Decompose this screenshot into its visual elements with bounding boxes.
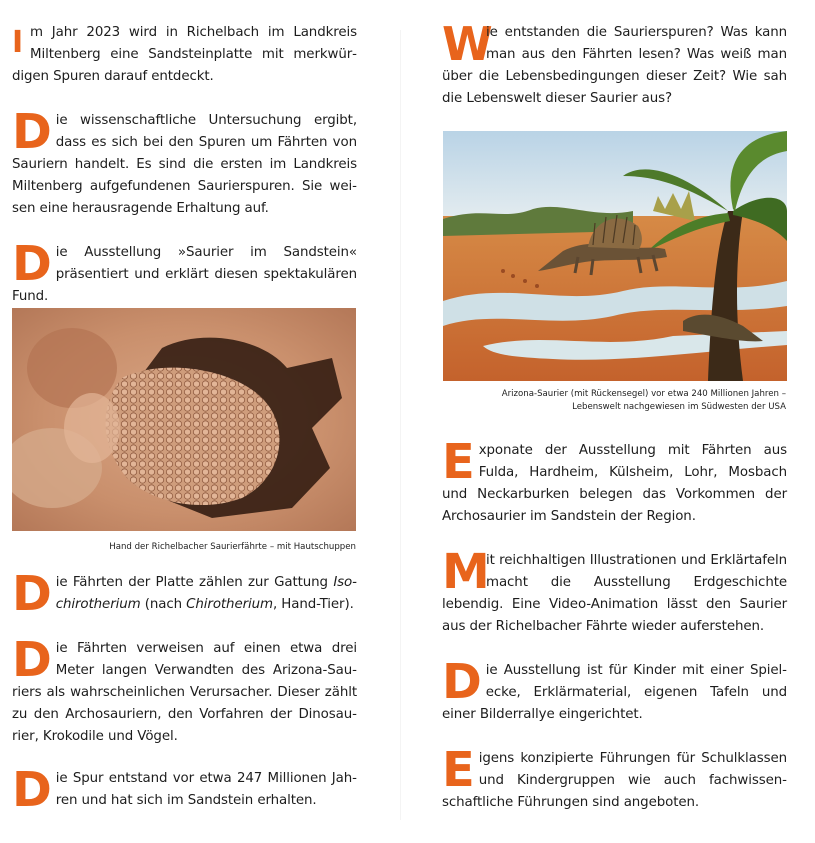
landscape-image <box>443 131 787 381</box>
drop-cap: D <box>442 654 482 710</box>
paragraph-research <box>12 104 357 220</box>
photo-caption: Hand der Richelbacher Saurierfährte – mit Hautschuppen <box>109 542 356 552</box>
drop-cap: I <box>12 25 24 60</box>
paragraph-relative <box>12 632 357 748</box>
drop-cap: D <box>12 104 52 160</box>
arizona-saurier-illustration <box>443 131 787 381</box>
caption-line-2: Lebenswelt nachgewiesen im Südwesten der USA <box>572 402 786 412</box>
genus-reference: Chirotherium <box>186 597 273 612</box>
paragraph-exhibition <box>12 236 357 308</box>
paragraph-text: ie wissenschaftliche Untersuchung ergibt, dass es sich bei den Spuren um Fährten von Sauriern handelt. Es sind die ersten im Landkreis Miltenberg aufgefundenen Saurierspuren. Sie weisen eine herausragende Erhaltung auf. <box>12 113 357 216</box>
paragraph-genus <box>12 566 357 622</box>
paragraph-text: (nach <box>140 597 187 612</box>
footprint-photo <box>12 308 356 531</box>
paragraph-text: igens konzipierte Führungen für Schulklassen und Kindergruppen wie auch fachwissenschaftliche Führungen sind angeboten. <box>442 751 787 810</box>
paragraph-text: ie entstanden die Saurierspuren? Was kann man aus den Fährten lesen? Was weiß man über die Lebensbedingungen dieser Zeit? Wie sah die Lebenswelt dieser Saurier aus? <box>442 25 787 106</box>
drop-cap: D <box>12 236 52 292</box>
genus-name: Isochirotherium <box>55 575 357 612</box>
paragraph-text: ie Fährten verweisen auf einen etwa drei Meter langen Verwandten des Arizona-Sauriers als wahrscheinlichen Verursacher. Dieser zählt zu den Archosauriern, den Vorfahren der Dinosaurier, Krokodile und Vögel. <box>12 641 357 744</box>
paragraph-questions <box>442 17 787 110</box>
paragraph-text: ie Fährten der Platte zählen zur Gattung <box>55 575 334 590</box>
drop-cap: E <box>442 434 475 490</box>
paragraph-text: , Hand-Tier). <box>272 597 354 612</box>
footprint-image <box>12 308 356 531</box>
paragraph-illustrations <box>442 544 787 638</box>
drop-cap: W <box>442 17 493 71</box>
drop-cap: D <box>12 632 52 688</box>
paragraph-tours <box>442 742 787 814</box>
paragraph-text: xponate der Ausstellung mit Fährten aus Fulda, Hardheim, Külsheim, Lohr, Mosbach und Neckarburken belegen das Vorkommen der Archosaurier im Sandstein der Region. <box>442 443 787 524</box>
drop-cap: E <box>442 742 475 798</box>
paragraph-exhibits <box>442 434 787 528</box>
drop-cap: D <box>12 566 52 622</box>
drop-cap: M <box>442 544 490 600</box>
drop-cap: D <box>12 762 52 818</box>
paragraph-text: ie Ausstellung »Saurier im Sandstein« präsentiert und erklärt diesen spektakulären Fund. <box>12 245 357 304</box>
paragraph-intro <box>12 22 357 88</box>
caption-line-1: Arizona-Saurier (mit Rückensegel) vor etwa 240 Millionen Jahren – <box>501 389 786 399</box>
paragraph-text: m Jahr 2023 wird in Richelbach im Landkreis Miltenberg eine Sandsteinplatte mit merkwürdigen Spuren darauf entdeckt. <box>12 25 357 84</box>
illustration-caption <box>442 388 786 414</box>
paragraph-text: it reichhaltigen Illustrationen und Erklärtafeln macht die Ausstellung Erdgeschichte lebendig. Eine Video-Animation lässt den Saurier aus der Richelbacher Fährte wieder auferstehen. <box>442 553 787 634</box>
column-divider <box>400 30 401 820</box>
paragraph-text: ie Spur entstand vor etwa 247 Millionen Jahren und hat sich im Sandstein erhalten. <box>55 771 357 808</box>
paragraph-children <box>442 654 787 726</box>
paragraph-age <box>12 762 357 818</box>
paragraph-text: ie Ausstellung ist für Kinder mit einer Spielecke, Erklärmaterial, eigenen Tafeln und einer Bilderrallye eingerichtet. <box>442 663 787 722</box>
